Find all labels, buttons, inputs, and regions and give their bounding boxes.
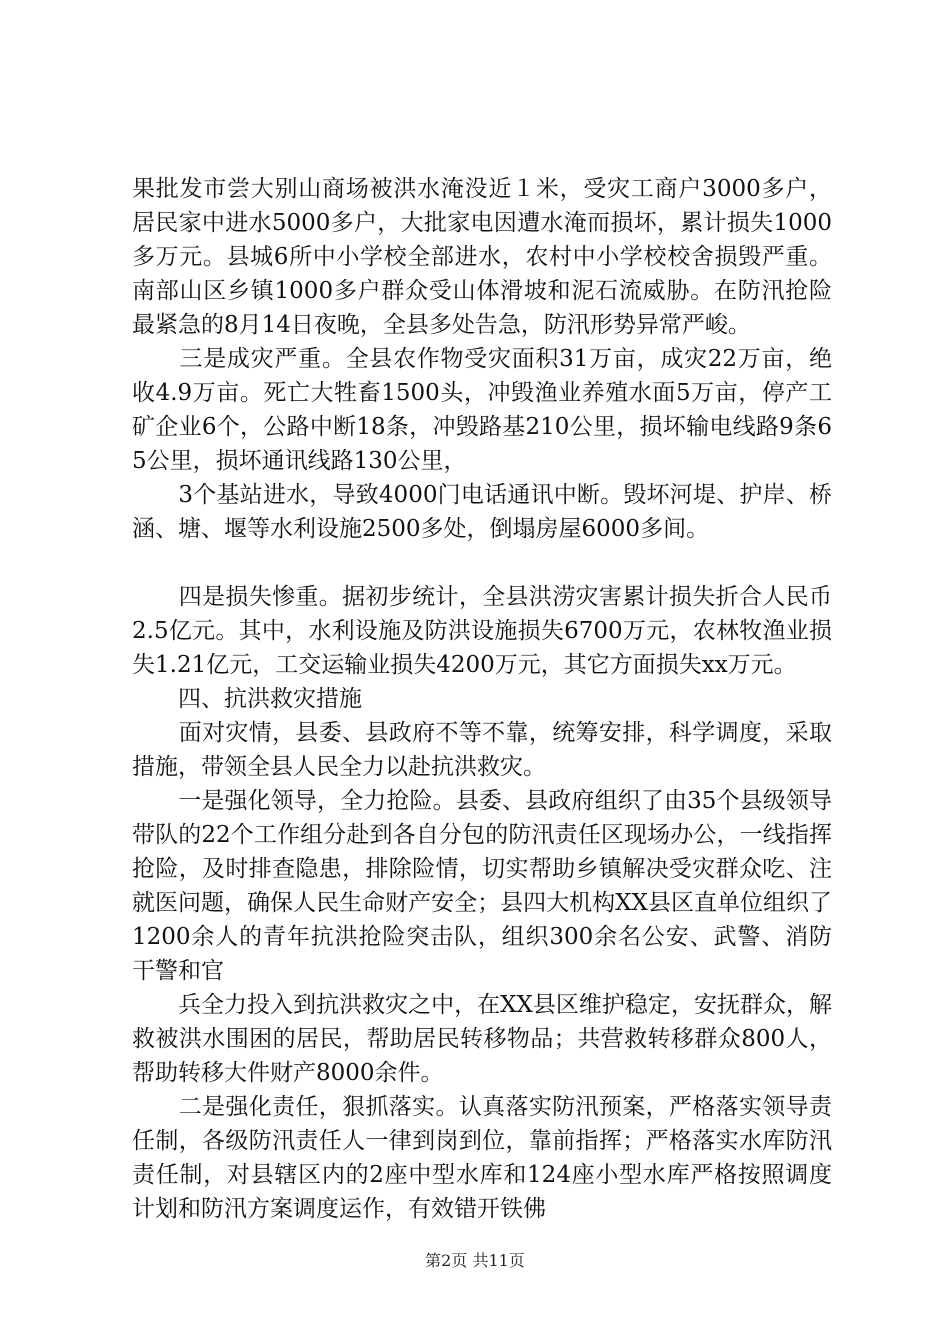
paragraph-2: 三是成灾严重。全县农作物受灾面积31万亩，成灾22万亩，绝收4.9万亩。死亡大牲畜1500头，冲毁渔业养殖水面5万亩，停产工矿企业6个，公路中断18条，冲毁路基210公里，损坏输电线路9条65公里，损坏通讯线路130公里， xyxy=(132,346,832,474)
paragraph-3: 3个基站进水，导致4000门电话通讯中断。毁坏河堤、护岸、桥涵、塘、堰等水利设施2500多处，倒塌房屋6000多间。 xyxy=(132,482,832,542)
section-heading: 四、抗洪救灾措施 xyxy=(132,686,362,712)
paragraph-8: 二是强化责任，狠抓落实。认真落实防汛预案，严格落实领导责任制，各级防汛责任人一律到岗到位，靠前指挥；严格落实水库防汛责任制，对县辖区内的2座中型水库和124座小型水库严格按照调度计划和防汛方案调度运作，有效错开铁佛 xyxy=(132,1094,832,1222)
paragraph-7: 兵全力投入到抗洪救灾之中，在XX县区维护稳定，安抚群众，解救被洪水围困的居民，帮助居民转移物品；共营救转移群众800人，帮助转移大件财产8000余件。 xyxy=(132,992,832,1086)
paragraph-1: 果批发市尝大别山商场被洪水淹没近１米，受灾工商户3000多户，居民家中进水5000多户，大批家电因遭水淹而损坏，累计损失1000多万元。县城6所中小学校全部进水，农村中小学校校舍损毁严重。南部山区乡镇1000多户群众受山体滑坡和泥石流威胁。在防汛抢险最紧急的8月14日夜晚，全县多处告急，防汛形势异常严峻。 xyxy=(132,176,832,338)
paragraph-6: 一是强化领导，全力抢险。县委、县政府组织了由35个县级领导带队的22个工作组分赴到各自分包的防汛责任区现场办公，一线指挥抢险，及时排查隐患，排除险情，切实帮助乡镇解决受灾群众吃、注就医问题，确保人民生命财产安全；县四大机构XX县区直单位组织了1200余人的青年抗洪抢险突击队，组织300余名公安、武警、消防干警和官 xyxy=(132,788,832,984)
document-body xyxy=(132,172,832,1226)
paragraph-gap xyxy=(132,546,832,580)
page-footer: 第2页 共11页 xyxy=(425,1251,525,1270)
paragraph-4: 四是损失惨重。据初步统计，全县洪涝灾害累计损失折合人民币2.5亿元。其中，水利设施及防洪设施损失6700万元，农林牧渔业损失1.21亿元，工交运输业损失4200万元，其它方面损失xx万元。 xyxy=(132,584,832,678)
paragraph-5: 面对灾情，县委、县政府不等不靠，统筹安排，科学调度，采取措施，带领全县人民全力以赴抗洪救灾。 xyxy=(132,720,832,780)
